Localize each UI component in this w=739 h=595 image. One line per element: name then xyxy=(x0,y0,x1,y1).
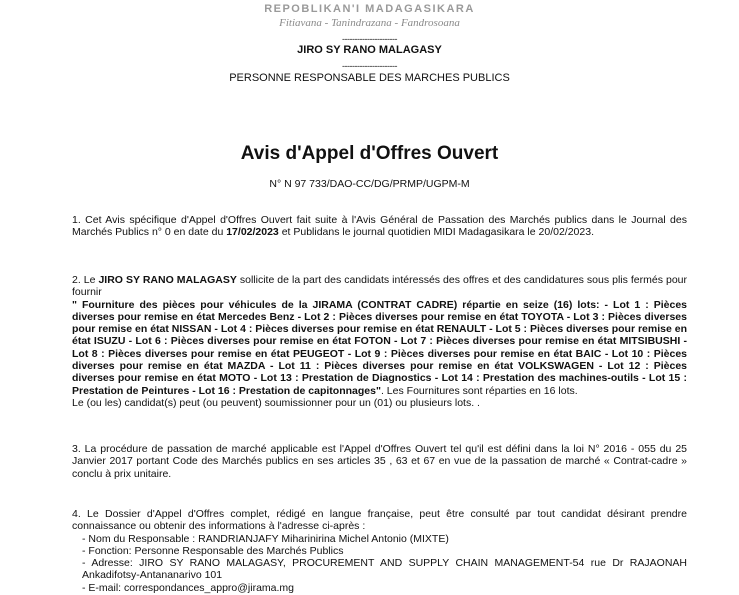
paragraph-1-date: 17/02/2023 xyxy=(226,226,279,239)
national-motto: Fitiavana - Tanindrazana - Fandrosoana xyxy=(279,17,460,29)
republic-header: REPOBLIKAN'I MADAGASIKARA xyxy=(264,3,475,15)
paragraph-2-org: JIRO SY RANO MALAGASY xyxy=(98,274,237,286)
separator-bottom: ---------------------- xyxy=(342,61,397,71)
reference-number: N° N 97 733/DAO-CC/DG/PRMP/UGPM-M xyxy=(269,178,470,190)
separator-top: ---------------------- xyxy=(342,34,397,44)
paragraph-1-text-b: et Publidans le journal quotidien MIDI Madagasikara le 20/02/2023. xyxy=(278,226,594,239)
contact-address: - Adresse: JIRO SY RANO MALAGASY, PROCUREMENT AND SUPPLY CHAIN MANAGEMENT-54 rue Dr RAJAONAH Ankadifotsy-Antananarivo 101 xyxy=(82,557,687,582)
page-title: Avis d'Appel d'Offres Ouvert xyxy=(240,143,499,164)
paragraph-2-lots-line xyxy=(72,299,687,397)
paragraph-4 xyxy=(72,508,687,594)
paragraph-2-text-a: 2. Le xyxy=(72,274,99,286)
organization-role: PERSONNE RESPONSABLE DES MARCHES PUBLICS xyxy=(229,72,510,84)
paragraph-2 xyxy=(72,274,687,409)
paragraph-2-text-b: sollicite de la part des candidats intéressés des offres et des candidatures sous plis fermés pour fournir xyxy=(72,274,687,299)
paragraph-3: 3. La procédure de passation de marché applicable est l'Appel d'Offres Ouvert tel qu'il est défini dans la loi N° 2016 - 055 du 25 Janvier 2017 portant Code des Marchés publics en ses articles 35 , 63 et 67 en vue de la passation de marché « Contrat-cadre » conclu à prix unitaire. xyxy=(72,443,687,480)
paragraph-2-lots: " Fourniture des pièces pour véhicules de la JIRAMA (CONTRAT CADRE) répartie en seize (16) lots: - Lot 1 : Pièces diverses pour remise en état Mercedes Benz - Lot 2 : Pièces diverses pour remise en état TOYOTA - Lot 3 : Pièces diverses pour remise en état NISSAN - Lot 4 : Pièces diverses pour remise en état RENAULT - Lot 5 : Pièces diverses pour remise en état ISUZU - Lot 6 : Pièces diverses pour remise en état FOTON - Lot 7 : Pièces diverses pour remise en état MITSIBUSHI - Lot 8 : Pièces diverses pour remise en état PEUGEOT - Lot 9 : Pièces diverses pour remise en état BAIC - Lot 10 : Pièces diverses pour remise en état MAZDA - Lot 11 : Pièces diverses pour remise en état VOLKSWAGEN - Lot 12 : Pièces diverses pour remise en état MOTO - Lot 13 : Prestation de Diagnostics - Lot 14 : Prestation des machines-outils - Lot 15 : Prestation de Peintures - Lot 16 : Prestation de capitonnages" xyxy=(72,298,687,397)
paragraph-4-intro: 4. Le Dossier d'Appel d'Offres complet, rédigé en langue française, peut être consulté par tout candidat désirant prendre connaissance ou obtenir des informations à l'adresse ci-après : xyxy=(72,508,687,533)
paragraph-1 xyxy=(72,214,687,239)
contact-name: - Nom du Responsable : RANDRIANJAFY Miharinirina Michel Antonio (MIXTE) xyxy=(82,532,449,545)
organization-name: JIRO SY RANO MALAGASY xyxy=(297,44,442,56)
paragraph-1-text-a: 1. Cet Avis spécifique d'Appel d'Offres Ouvert fait suite à l'Avis Général de Passation des Marchés publics dans le Journal des Marchés Publics n° 0 en date du xyxy=(72,214,687,239)
contact-function: - Fonction: Personne Responsable des Marchés Publics xyxy=(82,544,344,557)
paragraph-2-text-c: . Les Fournitures sont réparties en 16 lots. xyxy=(380,384,578,397)
contact-email: - E-mail: correspondances_appro@jirama.mg xyxy=(82,581,294,594)
paragraph-2-text-d: Le (ou les) candidat(s) peut (ou peuvent) soumissionner pour un (01) ou plusieurs lots. . xyxy=(72,396,480,409)
